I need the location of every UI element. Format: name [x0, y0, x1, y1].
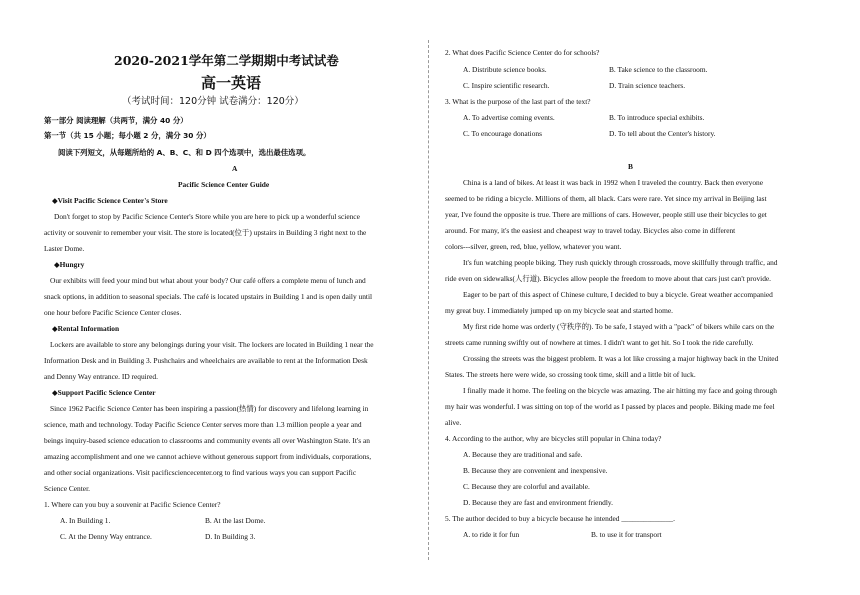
passage-a-line: Don't forget to stop by Pacific Science Center's Store while you are here to pick up a wonderful science	[54, 212, 360, 221]
passage-b-line: Eager to be part of this aspect of Chinese culture, I decided to buy a bicycle. Great weather accompanied	[463, 290, 773, 299]
passage-a-line: activity or souvenir to remember your visit. The store is located(位于) upstairs in Building 3 right next to the	[44, 228, 367, 237]
passage-b-line: alive.	[445, 418, 462, 427]
passage-b-line: It's fun watching people biking. They rush quickly through crossroads, move skillfully through traffic, and	[463, 258, 778, 267]
passage-a-line: beings inquiry-based science education to classrooms and community events all over Washington State. It's an	[44, 436, 370, 445]
passage-b-line: my great buy. I immediately jumped up on my bicycle seat and started home.	[445, 306, 673, 315]
question-stem: 3. What is the purpose of the last part of the text?	[445, 97, 591, 106]
exam-info: （考试时间：120分钟 试卷满分：120分）	[122, 96, 304, 107]
section-heading: 第一节（共 15 小题；每小题 2 分，满分 30 分）	[44, 131, 211, 140]
exam-subtitle: 高一英语	[201, 74, 262, 92]
option[interactable]: D. To tell about the Center's history.	[609, 129, 716, 138]
option[interactable]: A. Because they are traditional and safe.	[463, 450, 583, 459]
question-stem: 5. The author decided to buy a bicycle because he intended ______________.	[445, 514, 675, 523]
passage-a-line: and Denny Way entrance. ID required.	[44, 372, 158, 381]
exam-title: 2020-2021学年第二学期期中考试试卷	[114, 53, 339, 68]
passage-a-title: Pacific Science Center Guide	[178, 180, 270, 189]
instruction: 阅读下列短文，从每题所给的 A、B、C、和 D 四个选项中，选出最佳选项。	[58, 148, 311, 157]
passage-b-line: China is a land of bikes. At least it was back in 1992 when I traveled the country. Back then everyone	[463, 178, 763, 187]
passage-b-line: around. For many, it's the easiest and cheapest way to travel today. Bicycles also come in different	[445, 226, 736, 235]
option[interactable]: B. Because they are convenient and inexpensive.	[463, 466, 608, 475]
column-divider	[428, 40, 429, 560]
passage-a-line: Science Center.	[44, 484, 90, 493]
option[interactable]: B. to use it for transport	[591, 530, 662, 539]
passage-b-line: seemed to be riding a bicycle. Millions of them, all black. Cars were rare. Yet since my arrival in Beijing last	[445, 194, 767, 203]
passage-a-line: ◆Rental Information	[52, 324, 120, 333]
option[interactable]: D. In Building 3.	[205, 532, 256, 541]
option[interactable]: A. to ride it for fun	[463, 530, 520, 539]
passage-b-line: My first ride home was orderly (守秩序的). To be safe, I stayed with a "pack" of bikers while cars on the	[463, 322, 775, 331]
question-stem: 4. According to the author, why are bicycles still popular in China today?	[445, 434, 662, 443]
passage-b-line: year, I've found the opposite is true. There are millions of cars. However, people still use their bicycles to get	[445, 210, 767, 219]
option[interactable]: C. Because they are colorful and available.	[463, 482, 590, 491]
passage-b-line: streets came running swiftly out of nowhere at times. I didn't want to get hit. So I took the ride carefully.	[445, 338, 754, 347]
passage-a-line: ◆Visit Pacific Science Center's Store	[52, 196, 168, 205]
option[interactable]: B. At the last Dome.	[205, 516, 266, 525]
passage-b-line: my hair was wonderful. I was sitting on top of the world as I passed by places and people. Biking made me feel	[445, 402, 775, 411]
passage-a-line: ◆Hungry	[54, 260, 85, 269]
passage-b-letter: B	[628, 162, 633, 171]
option[interactable]: C. To encourage donations	[463, 129, 542, 138]
passage-a-line: Since 1962 Pacific Science Center has been inspiring a passion(热情) for discovery and lifelong learning in	[50, 404, 369, 413]
passage-a-line: snack options, in addition to seasonal specials. The café is located upstairs in Building 1 and is open daily until	[44, 292, 373, 301]
passage-b-line: I finally made it home. The feeling on the bicycle was amazing. The air hitting my face and going through	[463, 386, 777, 395]
option[interactable]: B. To introduce special exhibits.	[609, 113, 705, 122]
passage-b-line: Crossing the streets was the biggest problem. It was a lot like crossing a major highway back in the United	[463, 354, 779, 363]
option[interactable]: A. In Building 1.	[60, 516, 111, 525]
option[interactable]: A. To advertise coming events.	[463, 113, 555, 122]
passage-a-line: amazing accomplishment and one we cannot achieve without generous support from individuals, corporations,	[44, 452, 372, 461]
passage-a-line: and other social organizations. Visit pacificsciencecenter.org to find various ways you can support Pacific	[44, 468, 357, 477]
option[interactable]: D. Because they are fast and environment friendly.	[463, 498, 613, 507]
passage-a-letter: A	[232, 164, 238, 173]
option[interactable]: C. Inspire scientific research.	[463, 81, 550, 90]
option[interactable]: A. Distribute science books.	[463, 65, 547, 74]
passage-a-line: Information Desk and in Building 3. Pushchairs and wheelchairs are available to rent at the Information Desk	[44, 356, 368, 365]
passage-b-line: States. The streets here were wide, so crossing took time, skill and a little bit of luck.	[445, 370, 696, 379]
question-stem: 1. Where can you buy a souvenir at Pacific Science Center?	[44, 500, 221, 509]
passage-a-line: ◆Support Pacific Science Center	[52, 388, 156, 397]
passage-a-line: one hour before Pacific Science Center closes.	[44, 308, 182, 317]
passage-a-line: Lockers are available to store any belongings during your visit. The lockers are located in Building 1 near the	[50, 340, 374, 349]
passage-b-line: ride even on sidewalks(人行道). Bicycles allow people the freedom to move about that cars just can't provide.	[445, 274, 772, 283]
part-heading: 第一部分 阅读理解（共两节，满分 40 分）	[44, 116, 188, 125]
option[interactable]: B. Take science to the classroom.	[609, 65, 708, 74]
passage-a-line: science, math and technology. Today Pacific Science Center serves more than 1.3 million people a year and	[44, 420, 362, 429]
passage-b-line: colors---silver, green, red, blue, yellow, whatever you want.	[445, 242, 622, 251]
option[interactable]: C. At the Denny Way entrance.	[60, 532, 152, 541]
option[interactable]: D. Train science teachers.	[609, 81, 686, 90]
passage-a-line: Our exhibits will feed your mind but what about your body? Our café offers a complete menu of lunch and	[50, 276, 366, 285]
question-stem: 2. What does Pacific Science Center do for schools?	[445, 48, 600, 57]
passage-a-line: Laster Dome.	[44, 244, 85, 253]
